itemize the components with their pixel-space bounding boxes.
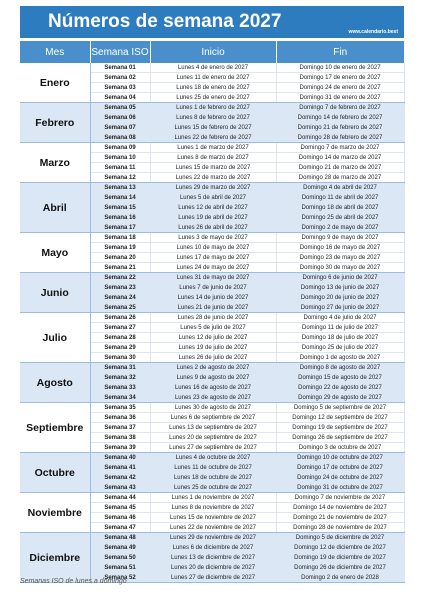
- week-end-date: Domingo 8 de agosto de 2027: [276, 363, 404, 373]
- week-start-date: Lunes 15 de febrero de 2027: [150, 123, 276, 133]
- week-start-date: Lunes 15 de noviembre de 2027: [150, 513, 276, 523]
- week-start-date: Lunes 31 de mayo de 2027: [150, 273, 276, 283]
- week-end-date: Domingo 21 de noviembre de 2027: [276, 513, 404, 523]
- week-start-date: Lunes 26 de julio de 2027: [150, 353, 276, 363]
- week-end-date: Domingo 7 de noviembre de 2027: [276, 493, 404, 503]
- table-row: [20, 493, 404, 503]
- week-end-date: Domingo 11 de abril de 2027: [276, 193, 404, 203]
- week-start-date: Lunes 4 de octubre de 2027: [150, 453, 276, 463]
- week-start-date: Lunes 28 de junio de 2027: [150, 313, 276, 323]
- week-number: Semana 38: [90, 433, 150, 443]
- week-number: Semana 47: [90, 523, 150, 533]
- week-start-date: Lunes 21 de junio de 2027: [150, 303, 276, 313]
- week-end-date: Domingo 5 de septiembre de 2027: [276, 403, 404, 413]
- week-number: Semana 04: [90, 93, 150, 103]
- week-end-date: Domingo 28 de marzo de 2027: [276, 173, 404, 183]
- week-number: Semana 06: [90, 113, 150, 123]
- week-start-date: Lunes 1 de febrero de 2027: [150, 103, 276, 113]
- week-end-date: Domingo 29 de agosto de 2027: [276, 393, 404, 403]
- table-row: [20, 453, 404, 463]
- week-end-date: Domingo 4 de abril de 2027: [276, 183, 404, 193]
- week-end-date: Domingo 13 de junio de 2027: [276, 283, 404, 293]
- week-number: Semana 07: [90, 123, 150, 133]
- week-end-date: Domingo 23 de mayo de 2027: [276, 253, 404, 263]
- week-start-date: Lunes 1 de noviembre de 2027: [150, 493, 276, 503]
- week-start-date: Lunes 20 de diciembre de 2027: [150, 563, 276, 573]
- week-number: Semana 30: [90, 353, 150, 363]
- week-start-date: Lunes 18 de enero de 2027: [150, 83, 276, 93]
- week-end-date: Domingo 26 de septiembre de 2027: [276, 433, 404, 443]
- week-end-date: Domingo 31 de enero de 2027: [276, 93, 404, 103]
- week-number: Semana 19: [90, 243, 150, 253]
- week-start-date: Lunes 3 de mayo de 2027: [150, 233, 276, 243]
- week-end-date: Domingo 12 de diciembre de 2027: [276, 543, 404, 553]
- column-header-row: [20, 41, 404, 63]
- week-number: Semana 16: [90, 213, 150, 223]
- week-end-date: Domingo 1 de agosto de 2027: [276, 353, 404, 363]
- week-end-date: Domingo 10 de octubre de 2027: [276, 453, 404, 463]
- week-start-date: Lunes 12 de julio de 2027: [150, 333, 276, 343]
- week-end-date: Domingo 12 de septiembre de 2027: [276, 413, 404, 423]
- column-header-start: Inicio: [150, 41, 276, 63]
- week-end-date: Domingo 21 de marzo de 2027: [276, 163, 404, 173]
- month-name: Enero: [20, 63, 90, 103]
- week-end-date: Domingo 6 de junio de 2027: [276, 273, 404, 283]
- week-start-date: Lunes 6 de diciembre de 2027: [150, 543, 276, 553]
- week-start-date: Lunes 2 de agosto de 2027: [150, 363, 276, 373]
- week-start-date: Lunes 27 de septiembre de 2027: [150, 443, 276, 453]
- week-end-date: Domingo 17 de octubre de 2027: [276, 463, 404, 473]
- week-start-date: Lunes 16 de agosto de 2027: [150, 383, 276, 393]
- week-start-date: Lunes 29 de marzo de 2027: [150, 183, 276, 193]
- week-number: Semana 12: [90, 173, 150, 183]
- week-number: Semana 34: [90, 393, 150, 403]
- week-number: Semana 22: [90, 273, 150, 283]
- week-end-date: Domingo 2 de enero de 2028: [276, 573, 404, 583]
- week-start-date: Lunes 1 de marzo de 2027: [150, 143, 276, 153]
- week-start-date: Lunes 12 de abril de 2027: [150, 203, 276, 213]
- month-name: Junio: [20, 273, 90, 313]
- week-end-date: Domingo 18 de julio de 2027: [276, 333, 404, 343]
- week-start-date: Lunes 8 de marzo de 2027: [150, 153, 276, 163]
- week-number: Semana 41: [90, 463, 150, 473]
- month-name: Abril: [20, 183, 90, 233]
- week-number: Semana 03: [90, 83, 150, 93]
- month-name: Noviembre: [20, 493, 90, 533]
- week-start-date: Lunes 27 de diciembre de 2027: [150, 573, 276, 583]
- week-start-date: Lunes 8 de noviembre de 2027: [150, 503, 276, 513]
- table-row: [20, 313, 404, 323]
- column-header-week: Semana ISO: [90, 41, 150, 63]
- week-end-date: Domingo 4 de julio de 2027: [276, 313, 404, 323]
- week-start-date: Lunes 30 de agosto de 2027: [150, 403, 276, 413]
- week-number: Semana 31: [90, 363, 150, 373]
- week-end-date: Domingo 20 de junio de 2027: [276, 293, 404, 303]
- week-number: Semana 23: [90, 283, 150, 293]
- month-name: Mayo: [20, 233, 90, 273]
- week-start-date: Lunes 19 de abril de 2027: [150, 213, 276, 223]
- table-row: [20, 363, 404, 373]
- week-start-date: Lunes 22 de noviembre de 2027: [150, 523, 276, 533]
- week-end-date: Domingo 28 de febrero de 2027: [276, 133, 404, 143]
- week-start-date: Lunes 10 de mayo de 2027: [150, 243, 276, 253]
- week-start-date: Lunes 22 de febrero de 2027: [150, 133, 276, 143]
- month-name: Septiembre: [20, 403, 90, 453]
- week-number: Semana 40: [90, 453, 150, 463]
- week-number: Semana 48: [90, 533, 150, 543]
- week-number: Semana 42: [90, 473, 150, 483]
- week-end-date: Domingo 5 de diciembre de 2027: [276, 533, 404, 543]
- week-end-date: Domingo 24 de octubre de 2027: [276, 473, 404, 483]
- table-row: [20, 143, 404, 153]
- week-end-date: Domingo 19 de septiembre de 2027: [276, 423, 404, 433]
- week-start-date: Lunes 11 de enero de 2027: [150, 73, 276, 83]
- week-number: Semana 14: [90, 193, 150, 203]
- website-label: www.calendario.best: [348, 29, 398, 35]
- week-start-date: Lunes 24 de mayo de 2027: [150, 263, 276, 273]
- week-number: Semana 21: [90, 263, 150, 273]
- week-end-date: Domingo 24 de enero de 2027: [276, 83, 404, 93]
- month-name: Julio: [20, 313, 90, 363]
- week-start-date: Lunes 22 de marzo de 2027: [150, 173, 276, 183]
- week-number: Semana 10: [90, 153, 150, 163]
- week-end-date: Domingo 16 de mayo de 2027: [276, 243, 404, 253]
- week-number: Semana 26: [90, 313, 150, 323]
- week-number: Semana 50: [90, 553, 150, 563]
- week-start-date: Lunes 9 de agosto de 2027: [150, 373, 276, 383]
- week-start-date: Lunes 6 de septiembre de 2027: [150, 413, 276, 423]
- week-end-date: Domingo 31 de octubre de 2027: [276, 483, 404, 493]
- week-number: Semana 29: [90, 343, 150, 353]
- table-row: [20, 403, 404, 413]
- week-end-date: Domingo 7 de febrero de 2027: [276, 103, 404, 113]
- table-row: [20, 103, 404, 113]
- table-row: [20, 63, 404, 73]
- week-start-date: Lunes 19 de julio de 2027: [150, 343, 276, 353]
- week-end-date: Domingo 14 de marzo de 2027: [276, 153, 404, 163]
- week-end-date: Domingo 15 de agosto de 2027: [276, 373, 404, 383]
- week-start-date: Lunes 14 de junio de 2027: [150, 293, 276, 303]
- week-start-date: Lunes 23 de agosto de 2027: [150, 393, 276, 403]
- week-end-date: Domingo 14 de febrero de 2027: [276, 113, 404, 123]
- title-banner: [20, 6, 404, 38]
- month-name: Febrero: [20, 103, 90, 143]
- column-header-month: Mes: [20, 41, 90, 63]
- week-number: Semana 18: [90, 233, 150, 243]
- week-start-date: Lunes 15 de marzo de 2027: [150, 163, 276, 173]
- footnote: Semanas ISO de lunes a domingo: [20, 578, 127, 585]
- week-number: Semana 24: [90, 293, 150, 303]
- week-start-date: Lunes 7 de junio de 2027: [150, 283, 276, 293]
- week-number: Semana 49: [90, 543, 150, 553]
- week-end-date: Domingo 21 de febrero de 2027: [276, 123, 404, 133]
- week-start-date: Lunes 5 de abril de 2027: [150, 193, 276, 203]
- week-start-date: Lunes 5 de julio de 2027: [150, 323, 276, 333]
- week-number: Semana 32: [90, 373, 150, 383]
- week-number: Semana 35: [90, 403, 150, 413]
- week-start-date: Lunes 29 de noviembre de 2027: [150, 533, 276, 543]
- week-number: Semana 28: [90, 333, 150, 343]
- week-end-date: Domingo 22 de agosto de 2027: [276, 383, 404, 393]
- week-number: Semana 09: [90, 143, 150, 153]
- week-number: Semana 20: [90, 253, 150, 263]
- week-end-date: Domingo 28 de noviembre de 2027: [276, 523, 404, 533]
- week-start-date: Lunes 25 de octubre de 2027: [150, 483, 276, 493]
- week-end-date: Domingo 7 de marzo de 2027: [276, 143, 404, 153]
- week-number: Semana 43: [90, 483, 150, 493]
- week-start-date: Lunes 25 de enero de 2027: [150, 93, 276, 103]
- week-end-date: Domingo 9 de mayo de 2027: [276, 233, 404, 243]
- month-name: Marzo: [20, 143, 90, 183]
- week-end-date: Domingo 25 de abril de 2027: [276, 213, 404, 223]
- week-start-date: Lunes 4 de enero de 2027: [150, 63, 276, 73]
- week-number: Semana 39: [90, 443, 150, 453]
- week-end-date: Domingo 3 de octubre de 2027: [276, 443, 404, 453]
- week-number: Semana 46: [90, 513, 150, 523]
- week-number: Semana 15: [90, 203, 150, 213]
- month-name: Agosto: [20, 363, 90, 403]
- week-number: Semana 02: [90, 73, 150, 83]
- week-start-date: Lunes 17 de mayo de 2027: [150, 253, 276, 263]
- week-end-date: Domingo 11 de julio de 2027: [276, 323, 404, 333]
- week-number: Semana 27: [90, 323, 150, 333]
- week-number: Semana 45: [90, 503, 150, 513]
- month-name: Diciembre: [20, 533, 90, 583]
- week-end-date: Domingo 17 de enero de 2027: [276, 73, 404, 83]
- week-start-date: Lunes 8 de febrero de 2027: [150, 113, 276, 123]
- week-end-date: Domingo 25 de julio de 2027: [276, 343, 404, 353]
- page-title: Números de semana 2027: [48, 11, 282, 32]
- week-end-date: Domingo 2 de mayo de 2027: [276, 223, 404, 233]
- column-header-end: Fin: [276, 41, 404, 63]
- week-number: Semana 52: [90, 573, 150, 583]
- week-start-date: Lunes 26 de abril de 2027: [150, 223, 276, 233]
- week-end-date: Domingo 30 de mayo de 2027: [276, 263, 404, 273]
- week-number: Semana 44: [90, 493, 150, 503]
- week-end-date: Domingo 26 de diciembre de 2027: [276, 563, 404, 573]
- week-number: Semana 11: [90, 163, 150, 173]
- week-end-date: Domingo 18 de abril de 2027: [276, 203, 404, 213]
- table-row: [20, 183, 404, 193]
- week-start-date: Lunes 11 de octubre de 2027: [150, 463, 276, 473]
- week-number: Semana 13: [90, 183, 150, 193]
- week-number: Semana 33: [90, 383, 150, 393]
- week-end-date: Domingo 10 de enero de 2027: [276, 63, 404, 73]
- week-number: Semana 36: [90, 413, 150, 423]
- week-end-date: Domingo 27 de junio de 2027: [276, 303, 404, 313]
- week-start-date: Lunes 13 de septiembre de 2027: [150, 423, 276, 433]
- week-number: Semana 51: [90, 563, 150, 573]
- week-number: Semana 17: [90, 223, 150, 233]
- week-number: Semana 01: [90, 63, 150, 73]
- week-start-date: Lunes 13 de diciembre de 2027: [150, 553, 276, 563]
- week-number: Semana 05: [90, 103, 150, 113]
- month-name: Octubre: [20, 453, 90, 493]
- week-numbers-table: [20, 41, 405, 583]
- week-end-date: Domingo 19 de diciembre de 2027: [276, 553, 404, 563]
- week-start-date: Lunes 18 de octubre de 2027: [150, 473, 276, 483]
- table-row: [20, 533, 404, 543]
- table-row: [20, 273, 404, 283]
- weeks-table-body: [20, 63, 404, 583]
- week-number: Semana 37: [90, 423, 150, 433]
- table-row: [20, 233, 404, 243]
- week-end-date: Domingo 14 de noviembre de 2027: [276, 503, 404, 513]
- week-number: Semana 25: [90, 303, 150, 313]
- week-number: Semana 08: [90, 133, 150, 143]
- week-start-date: Lunes 20 de septiembre de 2027: [150, 433, 276, 443]
